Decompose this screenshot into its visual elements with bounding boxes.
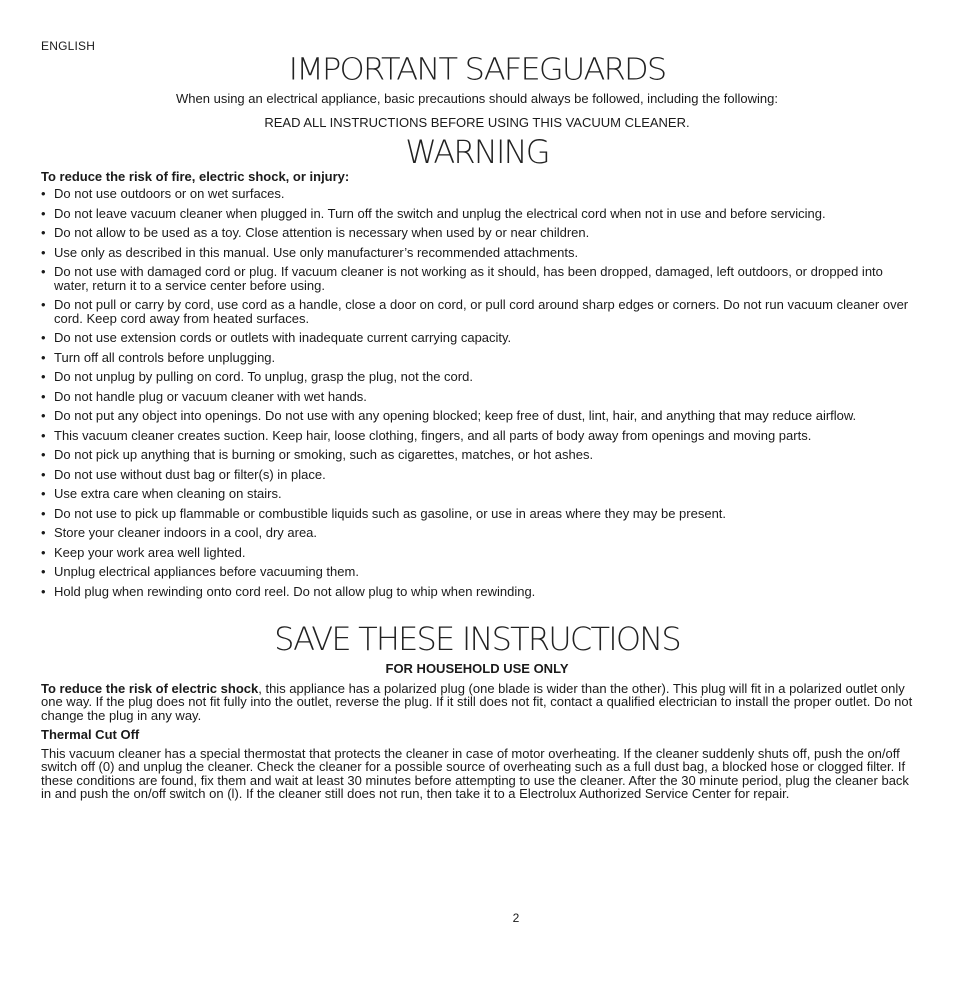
polarized-plug-paragraph	[41, 682, 915, 722]
warning-lead: To reduce the risk of fire, electric shock, or injury:	[41, 169, 350, 184]
list-item: • Do not use outdoors or on wet surfaces.	[41, 187, 921, 201]
list-item: • Do not leave vacuum cleaner when plugged in. Turn off the switch and unplug the electrical cord when not in use and before servicing.	[41, 207, 921, 221]
list-item: • Do not use to pick up flammable or combustible liquids such as gasoline, or use in areas where they may be present.	[41, 507, 921, 521]
list-item: • Do not pick up anything that is burning or smoking, such as cigarettes, matches, or hot ashes.	[41, 448, 921, 462]
list-item: • Do not use without dust bag or filter(s) in place.	[41, 468, 921, 482]
list-item: • Turn off all controls before unplugging.	[41, 351, 921, 365]
list-item: • Use only as described in this manual. Use only manufacturer’s recommended attachments.	[41, 246, 921, 260]
warning-list	[41, 187, 921, 604]
list-item: • Do not allow to be used as a toy. Close attention is necessary when used by or near children.	[41, 226, 921, 240]
title-warning: WARNING	[405, 133, 549, 171]
title-important-safeguards: IMPORTANT SAFEGUARDS	[288, 50, 666, 88]
list-item: • Store your cleaner indoors in a cool, dry area.	[41, 526, 921, 540]
polarized-text: , this appliance has a polarized plug (one blade is wider than the other). This plug will fit in a polarized outlet only one way. If the plug does not fit fully into the outlet, reverse the plug. If it still does not fit, contact a qualified electrician to install the proper outlet. Do not change the plug in any way.	[41, 681, 913, 723]
list-item: • Keep your work area well lighted.	[41, 546, 921, 560]
polarized-lead: To reduce the risk of electric shock	[41, 681, 259, 696]
list-item: • Hold plug when rewinding onto cord reel. Do not allow plug to whip when rewinding.	[41, 585, 921, 599]
title-save-instructions: SAVE THESE INSTRUCTIONS	[274, 620, 680, 658]
language-label: ENGLISH	[41, 39, 96, 53]
list-item: • This vacuum cleaner creates suction. Keep hair, loose clothing, fingers, and all parts of body away from openings and moving parts.	[41, 429, 921, 443]
thermal-paragraph: This vacuum cleaner has a special thermostat that protects the cleaner in case of motor overheating. If the cleaner suddenly shuts off, push the on/off switch off (0) and unplug the cleaner. Check the cleaner for a possible source of overheating such as a full dust bag, a blocked hose or clogged filter. If these conditions are found, fix them and wait at least 30 minutes before attempting to use the cleaner. After the 30 minute period, plug the cleaner back in and push the on/off switch on (l). If the cleaner still does not run, then take it to a Electrolux Authorized Service Center for repair.	[41, 746, 909, 801]
list-item: • Do not unplug by pulling on cord. To unplug, grasp the plug, not the cord.	[41, 370, 921, 384]
intro-precautions: When using an electrical appliance, basic precautions should always be followed, including the following:	[176, 91, 778, 106]
list-item: • Do not handle plug or vacuum cleaner with wet hands.	[41, 390, 921, 404]
list-item: • Do not put any object into openings. Do not use with any opening blocked; keep free of dust, lint, hair, and anything that may reduce airflow.	[41, 409, 921, 423]
list-item: • Do not use extension cords or outlets with inadequate current carrying capacity.	[41, 331, 921, 345]
household-use-label: FOR HOUSEHOLD USE ONLY	[385, 661, 569, 676]
intro-read-instructions: READ ALL INSTRUCTIONS BEFORE USING THIS VACUUM CLEANER.	[264, 115, 690, 130]
page-number: 2	[512, 911, 520, 925]
list-item: • Use extra care when cleaning on stairs.	[41, 487, 921, 501]
list-item: • Unplug electrical appliances before vacuuming them.	[41, 565, 921, 579]
thermal-heading: Thermal Cut Off	[41, 727, 140, 742]
list-item: • Do not pull or carry by cord, use cord as a handle, close a door on cord, or pull cord around sharp edges or corners. Do not run vacuum cleaner over cord. Keep cord away from heated surfaces.	[41, 298, 921, 325]
list-item: • Do not use with damaged cord or plug. If vacuum cleaner is not working as it should, has been dropped, damaged, left outdoors, or dropped into water, return it to a service center before using.	[41, 265, 921, 292]
